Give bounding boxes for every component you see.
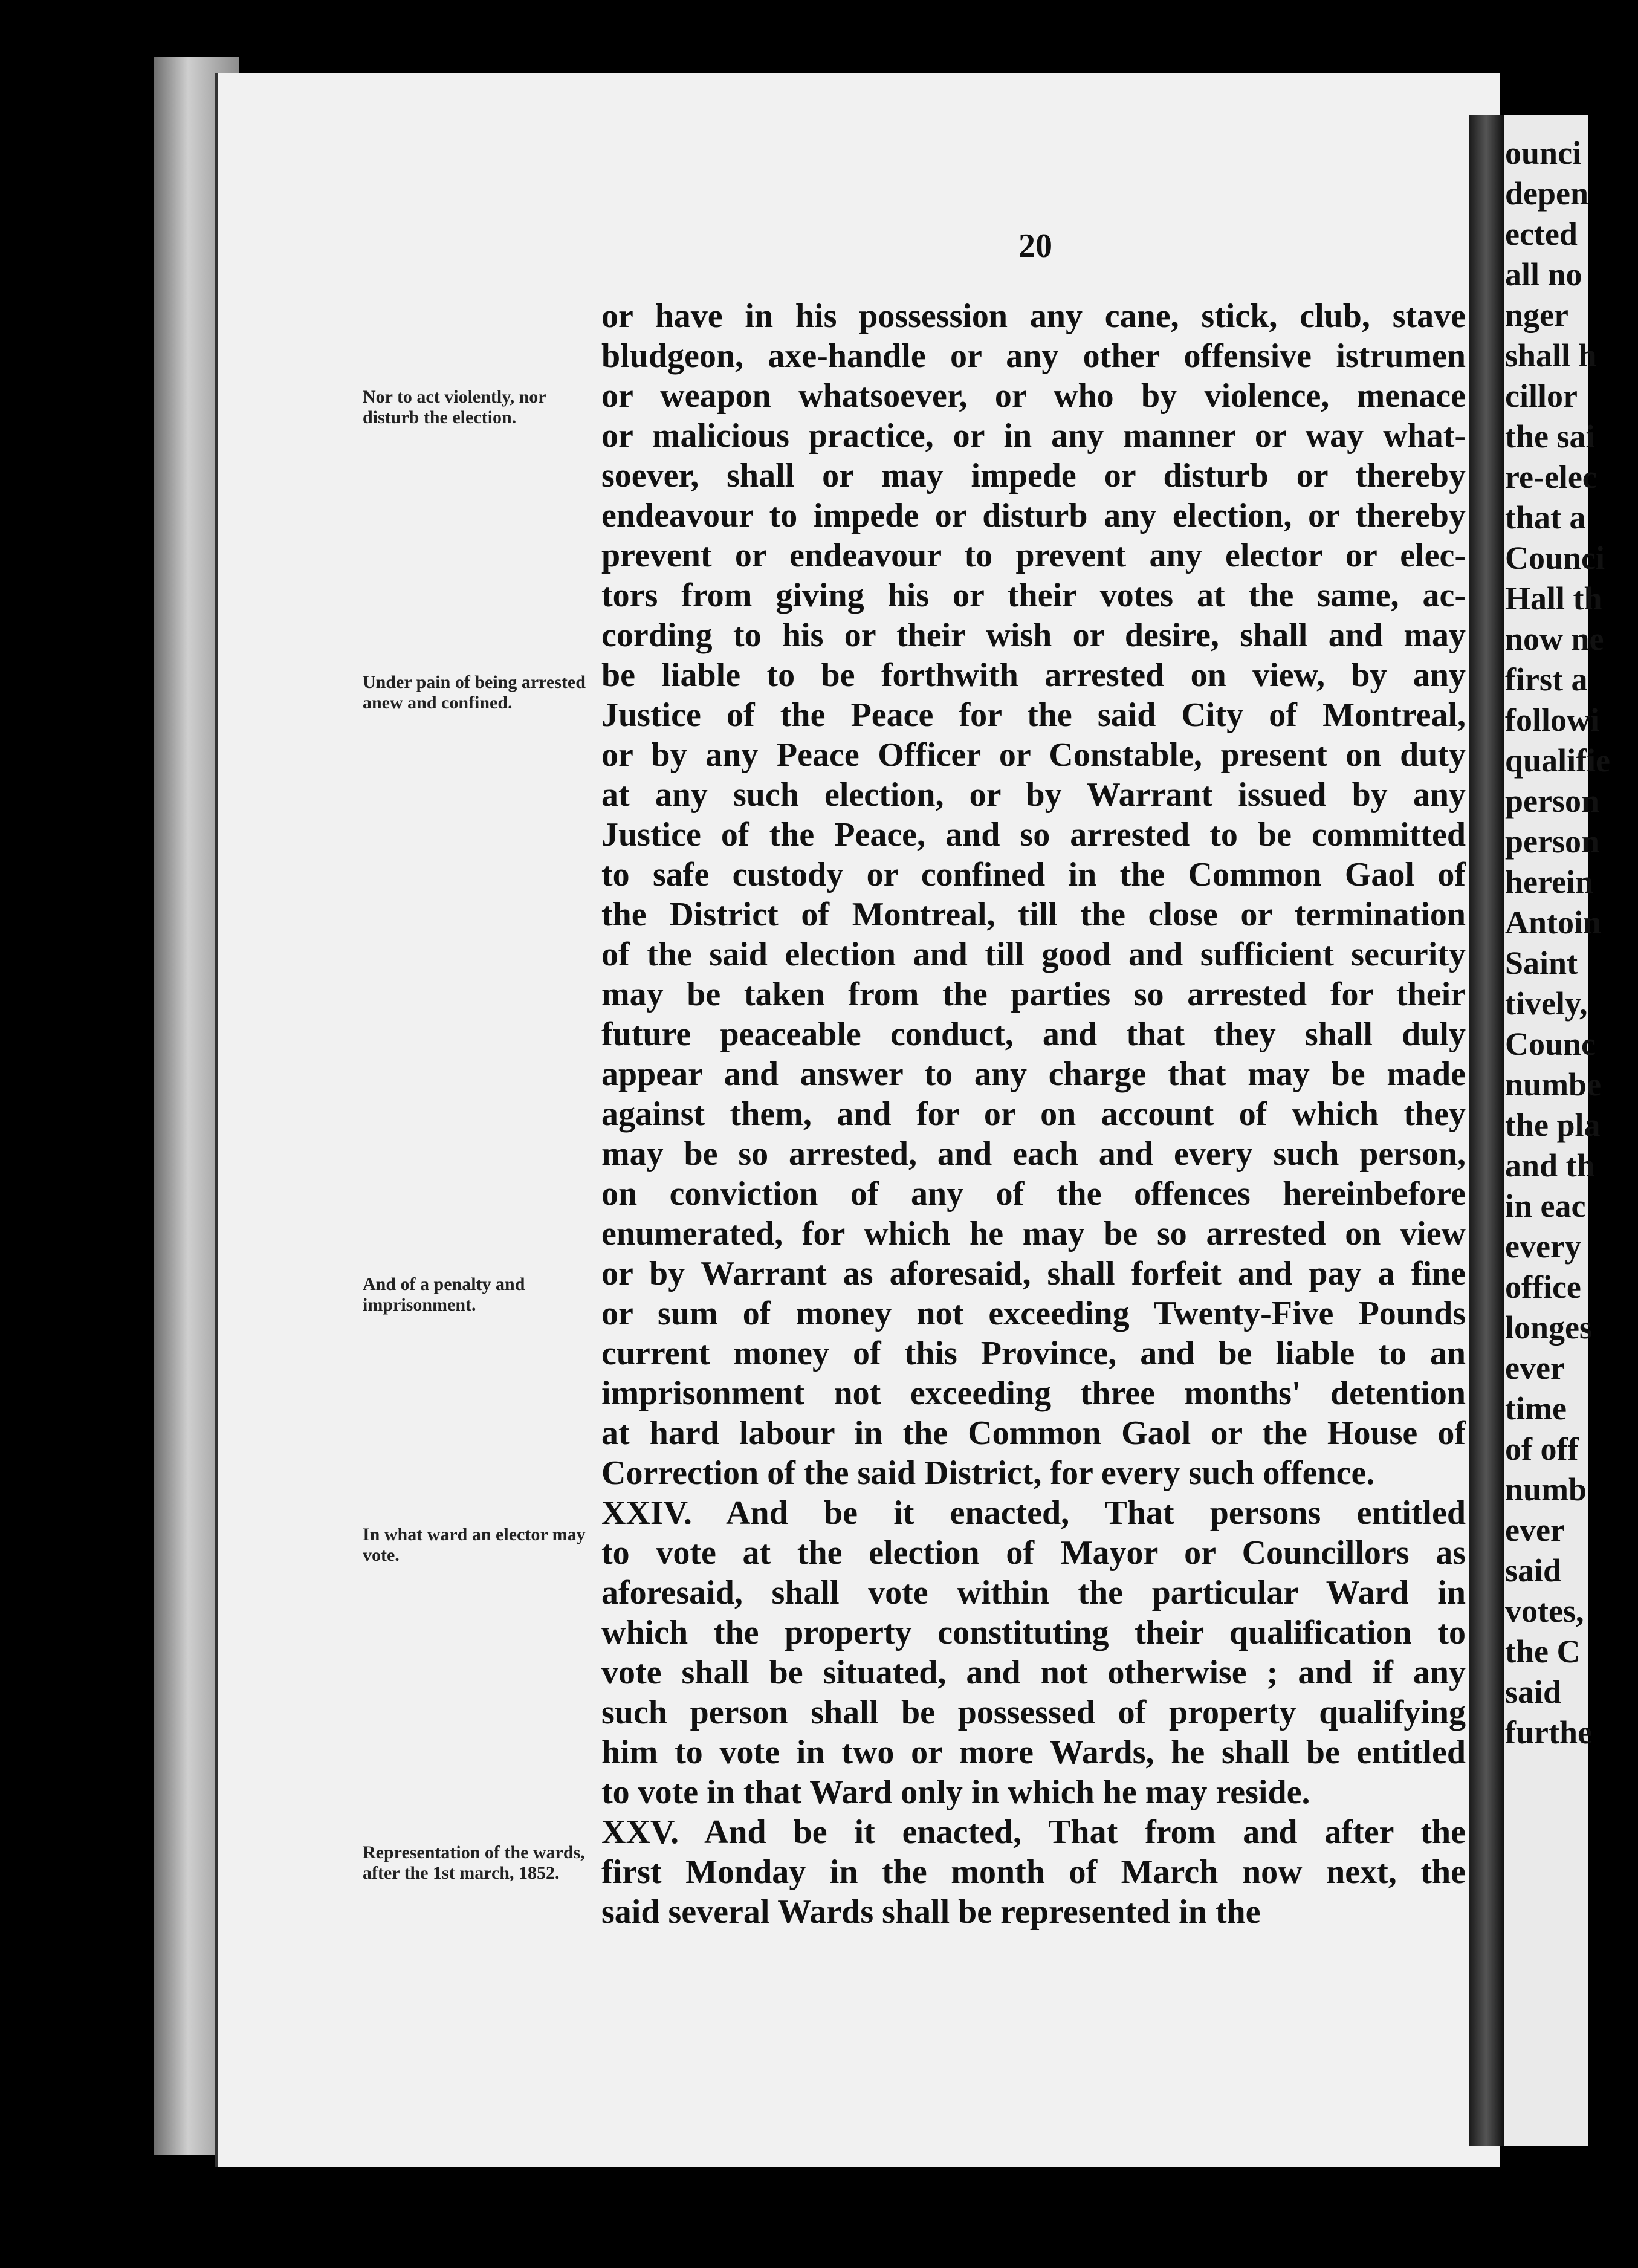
facing-page-fragment: the pla [1505,1107,1601,1143]
text-line: him to vote in two or more Wards, he shall be entitled [601,1734,1466,1771]
text-line: on conviction of any of the offences hereinbefore [601,1175,1466,1213]
body-text [601,296,1466,1932]
text-line: which the property constituting their qualification to [601,1614,1466,1651]
facing-page-fragment: every [1505,1228,1581,1265]
text-line: or sum of money not exceeding Twenty-Five Pounds [601,1295,1466,1332]
text-line: aforesaid, shall vote within the particular Ward in [601,1574,1466,1612]
facing-page-fragment: said [1505,1674,1562,1710]
facing-page-fragment: Hall th [1505,580,1602,617]
text-line: or by any Peace Officer or Constable, present on duty [601,736,1466,774]
facing-page-fragment: shall h [1505,337,1597,374]
facing-page-fragment: nger [1505,297,1568,333]
facing-page-fragment: ected [1505,216,1578,252]
facing-page-fragment: person [1505,823,1600,860]
text-line: endeavour to impede or disturb any election, or thereby [601,497,1466,534]
text-line: at hard labour in the Common Gaol or the House of [601,1414,1466,1452]
text-line: or weapon whatsoever, or who by violence, menace [601,377,1466,415]
text-line: to vote at the election of Mayor or Councillors as [601,1534,1466,1572]
text-line: against them, and for or on account of which they [601,1095,1466,1133]
facing-page-edge [1504,115,1611,2146]
text-line: bludgeon, axe-handle or any other offensive istrumen [601,337,1466,375]
text-line: or have in his possession any cane, stick, club, stave [601,297,1466,335]
facing-page-fragment: numbe [1505,1066,1602,1103]
margin-note-not-to-act-violently: Nor to act violently, nor disturb the election. [363,387,546,427]
facing-page-fragment: said [1505,1552,1562,1589]
text-line: soever, shall or may impede or disturb or thereby [601,457,1466,494]
text-line: XXV. And be it enacted, That from and after the [601,1813,1466,1851]
page-number: 20 [1018,227,1052,265]
facing-page-fragment: Saint [1505,945,1578,981]
text-line: to vote in that Ward only in which he may reside. [601,1774,1310,1811]
facing-page-fragment: the sai [1505,418,1595,455]
facing-page-fragment: herein [1505,864,1593,900]
text-line: appear and answer to any charge that may be made [601,1055,1466,1093]
text-line: first Monday in the month of March now next, the [601,1853,1466,1891]
facing-page-fragment: that a [1505,499,1586,536]
text-line: to safe custody or confined in the Common Gaol of [601,856,1466,893]
facing-page-fragment: ever [1505,1512,1565,1548]
facing-page-fragment: ounci [1505,135,1582,171]
text-line: XXIV. And be it enacted, That persons entitled [601,1494,1466,1532]
facing-page-fragment: now ne [1505,621,1604,657]
text-line: of the said election and till good and sufficient security [601,936,1466,973]
facing-page-fragment: re-elec [1505,459,1597,495]
facing-page-fragment: person [1505,783,1600,819]
text-line: such person shall be possessed of property qualifying [601,1694,1466,1731]
facing-page-fragment: the C [1505,1633,1581,1670]
facing-page-fragment: Antoin [1505,904,1602,941]
facing-page-fragment: numb [1505,1471,1587,1508]
text-line: may be taken from the parties so arrested for their [601,976,1466,1013]
facing-page-fragment: and th [1505,1147,1595,1184]
text-line: prevent or endeavour to prevent any elector or elec- [601,537,1466,574]
text-line: vote shall be situated, and not otherwise ; and if any [601,1654,1466,1691]
margin-note-penalty-imprisonment: And of a penalty and imprisonment. [363,1274,525,1315]
facing-page-fragment: time [1505,1390,1567,1427]
text-line: or malicious practice, or in any manner or way what- [601,417,1466,455]
facing-page-fragment: tively, [1505,985,1588,1022]
facing-page-fragment: furthe [1505,1714,1592,1751]
facing-page-fragment: Counc [1505,1026,1596,1062]
facing-page-fragment: cillor [1505,378,1578,414]
text-line: Justice of the Peace, and so arrested to be committed [601,816,1466,854]
facing-page-fragment: first a [1505,661,1588,698]
text-line: said several Wards shall be represented in the [601,1893,1261,1931]
facing-page-fragment: all no [1505,256,1582,293]
text-line: current money of this Province, and be liable to an [601,1335,1466,1372]
text-line: at any such election, or by Warrant issued by any [601,776,1466,814]
facing-page-fragment: longes [1505,1309,1593,1346]
facing-page-fragment: votes, [1505,1593,1584,1629]
text-line: enumerated, for which he may be so arrested on view [601,1215,1466,1252]
margin-note-ward-elector-vote: In what ward an elector may vote. [363,1524,586,1565]
text-line: be liable to be forthwith arrested on view, by any [601,656,1466,694]
margin-note-under-pain-of-arrest: Under pain of being arrested anew and confined. [363,672,586,713]
facing-page-fragment: in eac [1505,1188,1586,1224]
facing-page-fragment: of off [1505,1431,1579,1467]
text-line: Justice of the Peace for the said City of Montreal, [601,696,1466,734]
text-line: tors from giving his or their votes at the same, ac- [601,577,1466,614]
text-line: may be so arrested, and each and every such person, [601,1135,1466,1173]
facing-page-fragment: depen [1505,175,1589,212]
text-line: or by Warrant as aforesaid, shall forfeit and pay a fine [601,1255,1466,1292]
margin-note-representation-of-wards: Representation of the wards, after the 1st march, 1852. [363,1842,585,1883]
text-line: cording to his or their wish or desire, shall and may [601,617,1466,654]
facing-page-fragment: ever [1505,1350,1565,1386]
text-line: future peaceable conduct, and that they shall duly [601,1016,1466,1053]
text-line: imprisonment not exceeding three months' detention [601,1375,1466,1412]
facing-page-fragment: followi [1505,702,1599,738]
book-gutter [1469,115,1504,2146]
text-line: the District of Montreal, till the close or termination [601,896,1466,933]
facing-page-fragment: office [1505,1269,1581,1305]
facing-page-fragment: qualifie [1505,742,1611,779]
text-line: Correction of the said District, for every such offence. [601,1454,1375,1492]
facing-page-fragment: Counci [1505,540,1605,576]
